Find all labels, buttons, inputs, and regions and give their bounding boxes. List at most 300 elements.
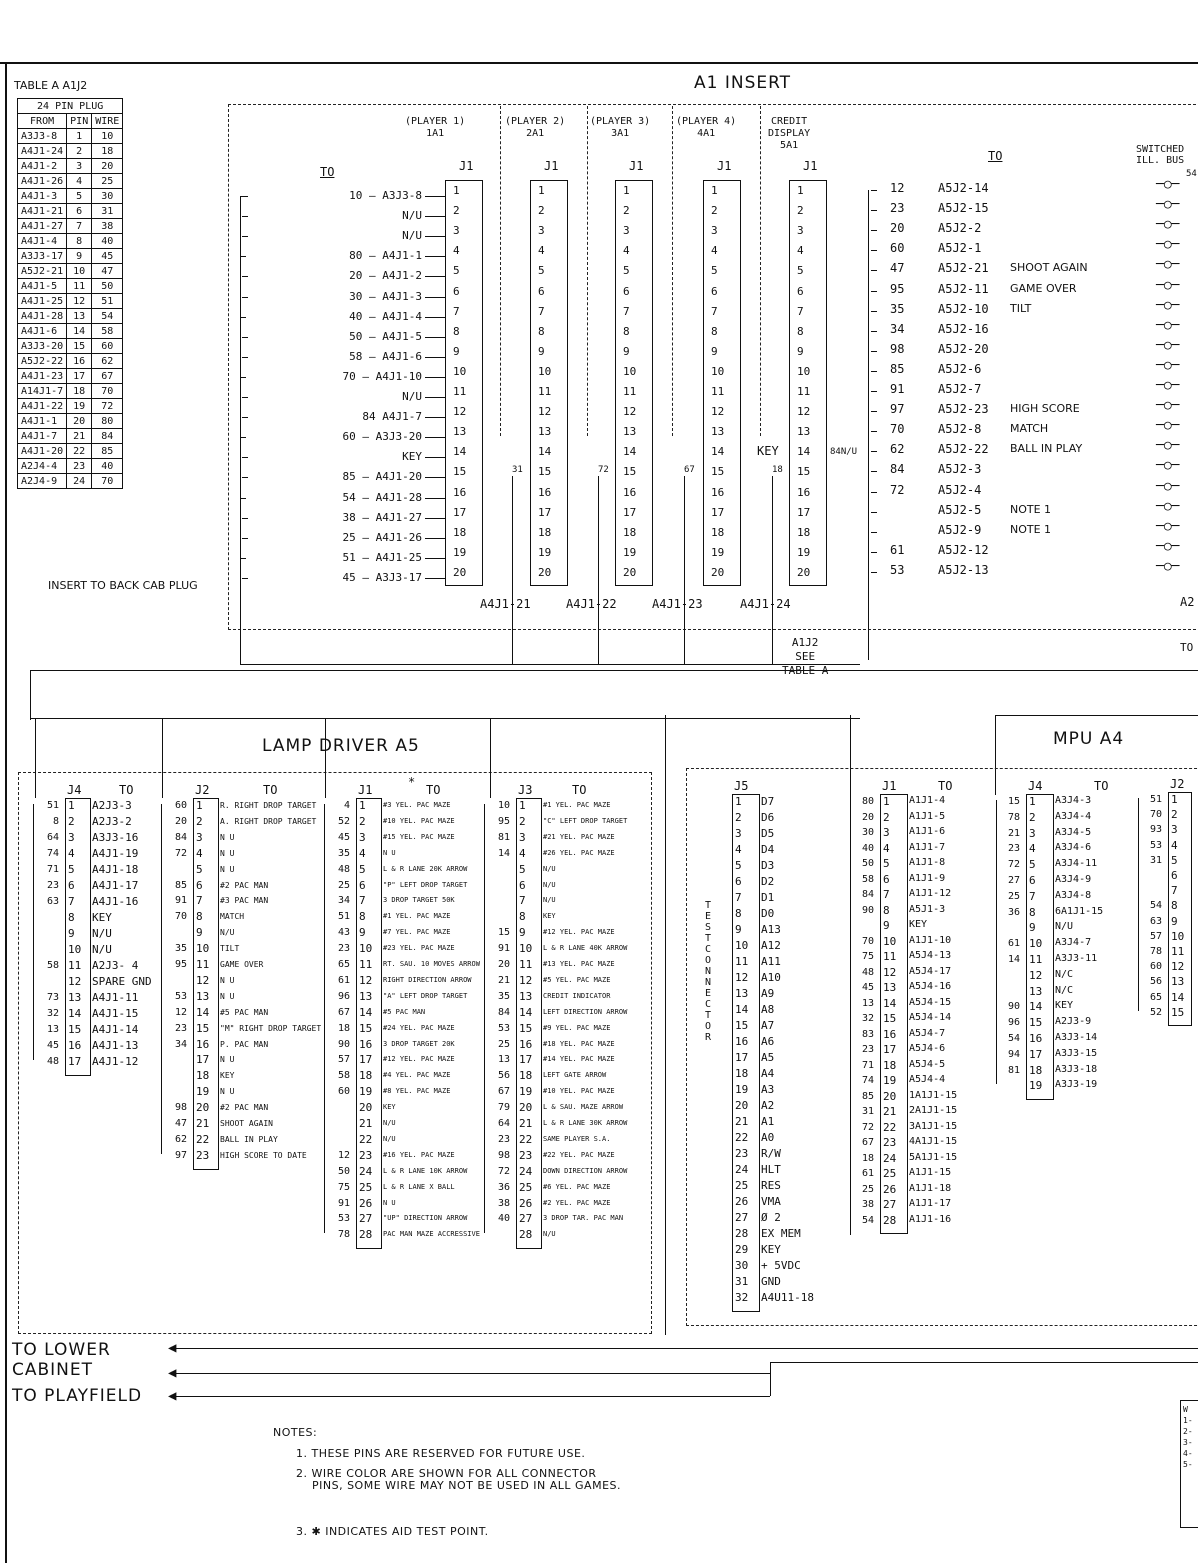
pin-number: 12 (735, 971, 749, 984)
pin-number: 9 (519, 926, 526, 940)
table-a-cell: 67 (92, 369, 123, 384)
pin-number: 32 (735, 1291, 749, 1304)
wire-label: 45 — A3J3-17 (342, 570, 422, 584)
pin-number: 28 (883, 1213, 897, 1227)
pin-number: 4 (1171, 838, 1178, 852)
destination: A5J4-15 (909, 996, 952, 1008)
wire-tick (242, 578, 248, 579)
table-a-cell: A4J1-3 (18, 189, 67, 204)
destination: #26 YEL. PAC MAZE (543, 848, 615, 857)
wire-number: 21 (497, 974, 510, 986)
pin-number: 19 (196, 1085, 210, 1099)
bus-line (240, 630, 241, 664)
pin-number: 8 (623, 324, 630, 338)
wire-number: 65 (1149, 991, 1162, 1003)
wire-tick (242, 477, 248, 478)
pin-number: 19 (797, 545, 811, 559)
destination: #21 YEL. PAC MAZE (543, 832, 615, 841)
player-column-header: CREDIT DISPLAY 5A1 (768, 116, 811, 151)
pin-number: 17 (453, 505, 467, 519)
wire-stub (425, 477, 445, 478)
pin-number: 2 (623, 204, 630, 218)
table-a-cell: 18 (67, 384, 92, 399)
pin-number: 3 (196, 830, 203, 844)
pin-number: 28 (519, 1228, 533, 1242)
destination: KEY (909, 919, 928, 930)
destination: N/U (92, 943, 112, 956)
destination: #23 YEL. PAC MAZE (383, 944, 455, 953)
table-a-caption: TABLE A A1J2 (14, 79, 88, 92)
wire-number: 51 (1149, 794, 1162, 805)
table-a-cell: A4J1-28 (18, 309, 67, 324)
test-connector-label: TEST CONNECTOR (705, 900, 712, 1043)
destination: A5J4-6 (909, 1043, 946, 1054)
table-a-row (18, 144, 123, 159)
destination: CREDIT INDICATOR (543, 991, 611, 1000)
pin-number: 27 (735, 1211, 749, 1224)
wire-number: 23 (337, 943, 350, 955)
wire-tick (871, 311, 877, 312)
pin-number: 2 (1029, 810, 1036, 824)
wire-number: 36 (497, 1181, 510, 1193)
destination: L & R LANE X BALL (383, 1182, 455, 1191)
destination: D1 (761, 891, 775, 904)
pin-number: 13 (359, 989, 373, 1003)
function-label: HIGH SCORE (1010, 402, 1080, 416)
connector-label: J1 (459, 159, 474, 173)
pin-number: 1 (883, 795, 890, 808)
destination: N/U (543, 896, 556, 905)
function-label: NOTE 1 (1010, 502, 1052, 516)
table-a-cell: 6 (67, 204, 92, 219)
wire-number: 34 (174, 1038, 187, 1050)
pin-number: 11 (883, 950, 897, 963)
wire-number: 58 (46, 960, 59, 971)
table-a-cell: 31 (92, 204, 123, 219)
destination: A5J4-14 (909, 1012, 952, 1023)
wire-number: 65 (337, 959, 350, 970)
pin-number: 8 (1171, 899, 1178, 913)
pin-number: 16 (538, 485, 552, 499)
wire-number: 25 (337, 879, 350, 891)
destination: SHOOT AGAIN (220, 1119, 273, 1128)
wire-number: 78 (337, 1229, 350, 1241)
bulb-icon: ─○─ (1156, 538, 1180, 554)
bulb-icon: ─○─ (1156, 478, 1180, 494)
destination: A5J4-17 (909, 965, 952, 977)
wire-number: 84 (890, 462, 905, 477)
column-divider (587, 106, 588, 436)
destination: A4J1-14 (92, 1023, 139, 1036)
wire-number: 61 (337, 974, 350, 986)
pin-number: 1 (453, 184, 460, 197)
pin-number: 20 (453, 565, 467, 579)
wire-label: 70 — A4J1-10 (342, 369, 422, 383)
pin-number: 25 (359, 1180, 373, 1194)
destination: A4U11-18 (761, 1291, 814, 1304)
destination: A9 (761, 987, 775, 1000)
pin-number: 13 (797, 425, 811, 439)
pin-number: 12 (797, 405, 811, 419)
connector-label: J2 (1170, 777, 1185, 791)
bulb-icon: ─○─ (1156, 217, 1180, 233)
destination: #5 YEL. PAC MAZE (543, 975, 611, 984)
arrow-line-2 (175, 1373, 770, 1374)
arrow-line-4 (770, 1362, 1198, 1363)
pin-number: 7 (711, 304, 718, 318)
pin-number: 23 (196, 1148, 210, 1162)
destination: A11 (761, 955, 781, 968)
pin-number: 24 (883, 1151, 897, 1165)
pin-number: 26 (519, 1196, 533, 1210)
pin-number: 10 (711, 364, 725, 378)
pin-number: 11 (359, 958, 373, 971)
destination: A5J2-23 (938, 402, 989, 417)
table-a-cell: 40 (92, 234, 123, 249)
destination: RES (761, 1179, 781, 1192)
pin-number: 16 (68, 1039, 82, 1052)
destination: LEFT DIRECTION ARROW (543, 1007, 628, 1016)
pin-number: 2 (68, 815, 75, 828)
table-a-cell: 20 (92, 159, 123, 174)
wire-number: 95 (174, 959, 187, 970)
destination: #1 YEL. PAC MAZE (543, 801, 611, 809)
pin-number: 11 (735, 955, 749, 968)
wire-number: 63 (1149, 915, 1162, 927)
pin-number: 20 (711, 565, 725, 579)
table-a-row (18, 279, 123, 294)
pin-number: 3 (883, 826, 890, 839)
destination: #8 YEL. PAC MAZE (383, 1087, 451, 1096)
destination: A4J1-18 (92, 863, 139, 876)
destination: A1J1-10 (909, 934, 952, 946)
table-a-cell: 23 (67, 459, 92, 474)
table-a-row (18, 429, 123, 444)
destination: A5J2-11 (938, 281, 989, 296)
destination: L & SAU. MAZE ARROW (543, 1103, 624, 1112)
wire-number: 25 (861, 1183, 874, 1195)
pin-number: 13 (538, 425, 552, 439)
wire-tick (871, 291, 877, 292)
destination: KEY (761, 1243, 781, 1256)
table-a-cell: 85 (92, 444, 123, 459)
wire-stub (425, 457, 445, 458)
table-a-cell: 60 (92, 339, 123, 354)
pin-number: 20 (883, 1089, 897, 1103)
table-a-row (18, 459, 123, 474)
pin-number: 27 (359, 1212, 373, 1226)
destination: #2 PAC MAN (220, 880, 269, 890)
destination: A2J3-2 (92, 815, 132, 828)
pin-number: 4 (453, 244, 460, 258)
destination: + 5VDC (761, 1259, 801, 1272)
wire-number: 23 (890, 201, 905, 216)
pin-number: 11 (711, 385, 725, 398)
wire-number: 50 (337, 1165, 350, 1177)
destination: A5J4-16 (909, 981, 952, 992)
destination: RT. SAU. 10 MOVES ARROW (383, 960, 480, 968)
wire-number: 18 (337, 1022, 350, 1034)
bulb-icon: ─○─ (1156, 458, 1180, 474)
destination: SAME PLAYER S.A. (543, 1134, 611, 1143)
pin-number: 13 (196, 989, 210, 1003)
pin-number: 26 (883, 1182, 897, 1196)
pin-number: 25 (519, 1180, 533, 1194)
wire-number: 73 (46, 992, 59, 1003)
wire-stub (425, 578, 445, 579)
pin-number: 18 (711, 525, 725, 539)
wire-number: 64 (46, 832, 59, 843)
pin-number: 16 (883, 1027, 897, 1041)
table-a-cell: A4J1-24 (18, 144, 67, 159)
destination: A1J1-5 (909, 810, 946, 822)
destination: KEY (383, 1103, 396, 1112)
bus-line (995, 715, 1198, 716)
destination: A3J4-4 (1055, 810, 1092, 822)
destination: R. RIGHT DROP TARGET (220, 801, 317, 810)
wire-number: 72 (1007, 859, 1020, 871)
harness-trunk (324, 804, 325, 1233)
destination: D3 (761, 859, 775, 872)
wire-number: 13 (861, 997, 874, 1009)
to-header: TO (263, 783, 278, 797)
wire-number: 97 (174, 1149, 187, 1161)
pin-number: 20 (538, 565, 552, 579)
bulb-icon: ─○─ (1156, 398, 1180, 414)
pin-number: 11 (453, 385, 467, 398)
table-a-cell: 70 (92, 474, 123, 489)
pin-number: 22 (883, 1120, 897, 1134)
connector-label: J5 (734, 779, 749, 793)
wire-number: 96 (1007, 1017, 1020, 1029)
pin-number: 8 (196, 910, 203, 924)
wire-tick (871, 190, 877, 191)
bulb-icon: ─○─ (1156, 518, 1180, 534)
destination: A4J1-16 (92, 895, 139, 908)
wire-number: 98 (174, 1102, 187, 1114)
pin-number: 12 (1171, 960, 1185, 974)
pin-number: 7 (735, 891, 742, 904)
key-tap-line (684, 476, 685, 664)
destination: KEY (220, 1071, 235, 1081)
pin-number: 29 (735, 1243, 749, 1256)
key-bottom-label: A4J1-24 (740, 597, 791, 611)
function-label: NOTE 1 (1010, 522, 1052, 536)
wire-number: 13 (46, 1024, 59, 1035)
table-a-row (18, 249, 123, 264)
destination: A5J2-6 (938, 361, 982, 376)
table-a-cell: 45 (92, 249, 123, 264)
table-a-cell: 16 (67, 354, 92, 369)
pin-number: 1 (1171, 793, 1178, 806)
destination: A5J2-14 (938, 181, 989, 195)
destination: A5J2-16 (938, 321, 989, 336)
wire-number: 64 (497, 1118, 510, 1129)
pin-number: 3 (1171, 823, 1178, 837)
wire-label: 30 — A4J1-3 (349, 289, 422, 303)
table-a-footnote: INSERT TO BACK CAB PLUG (48, 579, 198, 592)
destination: #7 YEL. PAC MAZE (383, 928, 451, 937)
destination: 3A1J1-15 (909, 1120, 958, 1132)
connector-label: J1 (544, 159, 559, 173)
pin-number: 17 (883, 1043, 897, 1056)
destination: A5J2-3 (938, 462, 982, 477)
pin-number: 20 (797, 565, 811, 579)
wire-stub (425, 437, 445, 438)
wire-number: 40 (861, 842, 874, 854)
pin-number: 11 (519, 958, 533, 971)
wire-number: 23 (174, 1022, 187, 1034)
pin-number: 11 (1029, 953, 1043, 966)
destination: A5J2-9 (938, 522, 982, 537)
to-header: TO (938, 779, 953, 793)
connector-label: J1 (629, 159, 644, 173)
destination: P. PAC MAN (220, 1039, 269, 1049)
wire-number: 53 (1149, 839, 1162, 851)
pin-number: 10 (1171, 929, 1185, 943)
destination: A5J2-22 (938, 442, 989, 457)
wire-tick (871, 270, 877, 271)
table-a-cell: A4J1-20 (18, 444, 67, 459)
wire-tick (242, 236, 248, 237)
wire-number: 71 (861, 1059, 874, 1071)
table-a-cell: A5J2-22 (18, 354, 67, 369)
wire-number: 48 (337, 863, 350, 875)
pin-number: 15 (735, 1019, 749, 1032)
pin-number: 5 (1171, 853, 1178, 867)
wire-number: 71 (46, 864, 59, 875)
destination: SPARE GND (92, 975, 152, 988)
wire-tick (242, 337, 248, 338)
pin-number: 6 (735, 875, 742, 888)
connector-label: J4 (67, 783, 82, 797)
to-header: TO (988, 149, 1003, 163)
table-a-cell: 25 (92, 174, 123, 189)
destination: #12 YEL. PAC MAZE (383, 1055, 455, 1064)
wire-label: 50 — A4J1-5 (349, 329, 422, 343)
pin-number: 2 (538, 204, 545, 218)
note-item: 2. WIRE COLOR ARE SHOWN FOR ALL CONNECTOR PINS, SOME WIRE MAY NOT BE USED IN ALL GAMES. (296, 1467, 621, 1492)
destination: HLT (761, 1163, 781, 1176)
pin-number: 15 (519, 1021, 533, 1035)
to-header: TO (426, 783, 441, 797)
wire-label: 38 — A4J1-27 (342, 510, 422, 524)
pin-number: 13 (68, 991, 82, 1004)
destination: A4J1-11 (92, 991, 139, 1004)
wire-number: 45 (337, 831, 350, 843)
destination: N/C (1055, 984, 1074, 996)
destination: A3J4-8 (1055, 889, 1092, 901)
wire-number: 60 (890, 241, 905, 256)
wire-number: 57 (1149, 930, 1162, 942)
bus-drop (490, 718, 491, 798)
destination: #2 YEL. PAC MAZE (543, 1198, 611, 1207)
destination: #3 PAC MAN (220, 896, 269, 906)
wire-number: 70 (1149, 809, 1162, 821)
destination: A1J1-18 (909, 1182, 952, 1194)
table-a-cell: 1 (67, 129, 92, 144)
destination: R/W (761, 1147, 781, 1160)
destination: A. RIGHT DROP TARGET (220, 816, 317, 826)
bulb-icon: ─○─ (1156, 498, 1180, 514)
destination: A3J3-19 (1055, 1079, 1098, 1091)
pin-number: 14 (519, 1005, 533, 1019)
key-bottom-label: A4J1-23 (652, 597, 703, 611)
wire-number: 84 (497, 1006, 510, 1018)
pin-number: 13 (453, 425, 467, 439)
destination: A1 (761, 1115, 775, 1128)
wire-label: 58 — A4J1-6 (349, 349, 422, 363)
pin-number: 17 (68, 1055, 82, 1068)
destination: A1J1-15 (909, 1167, 952, 1178)
connector-label: J1 (358, 783, 373, 797)
pin-number: 5 (68, 863, 75, 876)
table-a-cell: A4J1-27 (18, 219, 67, 234)
key-tap-line (598, 476, 599, 664)
table-a-row (18, 474, 123, 489)
pin-number: 5 (359, 862, 366, 876)
pin-number: 8 (359, 910, 366, 924)
wire-number: 60 (174, 800, 187, 811)
wire-label: 40 — A4J1-4 (349, 309, 422, 323)
a2-label: A2 (1180, 595, 1195, 609)
destination: N/U (383, 1119, 396, 1127)
destination: A3J3-18 (1055, 1063, 1098, 1075)
wire-number: 10 (497, 800, 510, 811)
wire-stub (425, 538, 445, 539)
destination: A1J1-17 (909, 1198, 952, 1209)
wire-number: 52 (337, 815, 350, 827)
pin-number: 8 (797, 324, 804, 338)
pin-number: 14 (359, 1005, 373, 1019)
pin-number: 7 (68, 895, 75, 908)
destination: A2J3- 4 (92, 959, 139, 972)
pin-number: 10 (1029, 937, 1043, 951)
pin-number: 17 (711, 505, 725, 519)
wire-stub (425, 337, 445, 338)
wire-number: 32 (46, 1008, 59, 1019)
destination: Ø 2 (761, 1211, 781, 1224)
wire-number: 35 (890, 301, 905, 316)
pin-number: 11 (68, 959, 82, 972)
table-a-cell: 84 (92, 429, 123, 444)
destination: N/U (1055, 921, 1074, 933)
to-header: TO (572, 783, 587, 797)
pin-number: 17 (623, 505, 637, 519)
pin-number: 15 (711, 465, 725, 479)
pin-number: 14 (623, 445, 637, 459)
pin-number: 12 (883, 965, 897, 979)
destination: #10 YEL. PAC MAZE (383, 816, 455, 825)
wire-number: 20 (890, 221, 905, 236)
wire-stub (425, 397, 445, 398)
wire-number: 27 (1007, 875, 1020, 886)
destination: EX MEM (761, 1227, 801, 1240)
pin-number: 6 (196, 878, 203, 892)
wire-number: 85 (861, 1090, 874, 1102)
pin-number: 28 (735, 1227, 749, 1240)
key-tap-wire: 31 (512, 465, 523, 475)
pin-number: 1 (1029, 795, 1036, 808)
pin-number: 20 (359, 1101, 373, 1115)
destination: #4 YEL. PAC MAZE (383, 1071, 451, 1080)
pin-number: 5 (196, 862, 203, 876)
corner-table-cell: W (1183, 1405, 1188, 1414)
table-a-row (18, 159, 123, 174)
table-a-cell: 14 (67, 324, 92, 339)
wire-number: 85 (174, 879, 187, 891)
destination: A1J1-16 (909, 1213, 952, 1225)
